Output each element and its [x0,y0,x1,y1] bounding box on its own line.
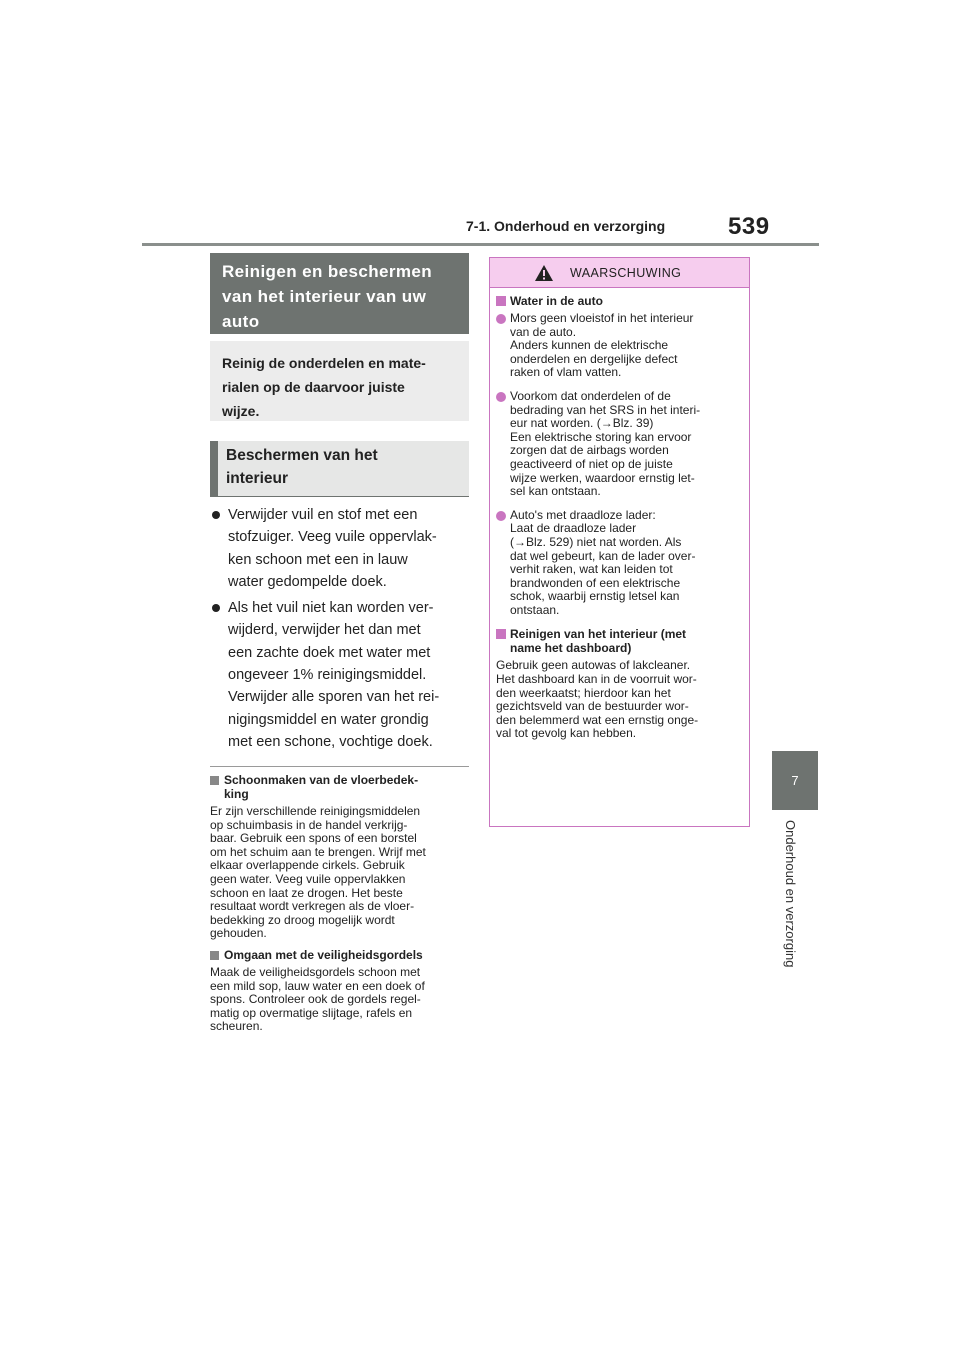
warning-line: Voorkom dat onderdelen of de [510,388,671,403]
warning-line: Anders kunnen de elektrische [510,338,669,353]
note-heading-line: king [224,787,249,801]
note-line: spons. Controleer ook de gordels regel- [210,992,421,1007]
warning-line: den belemmerd wat een ernstig onge- [496,712,699,727]
note-line: Er zijn verschillende reinigingsmiddelen [210,804,421,818]
warning-text [496,659,743,741]
note-line: elkaar overlappende cirkels. Gebruik [210,858,405,873]
warning-line: eur nat worden. (→Blz. 39) [510,416,654,431]
bullet-icon [212,604,220,612]
header-rule [142,243,819,246]
bullet-line: een zachte doek met water met [228,644,431,661]
warning-box [489,257,750,827]
warning-line: geactiveerd of niet op de juiste [510,456,673,471]
divider [210,766,469,767]
warning-line: Auto's met draadloze lader: [510,507,656,522]
warning-body [490,288,749,741]
warning-line: den weerkaatst; hierdoor kan het [496,685,671,700]
warning-line: wijze werken, waardoor ernstig let- [510,470,695,485]
warning-line: verhit raken, wat kan leiden tot [510,562,673,577]
warning-heading-line: Water in de auto [510,294,603,308]
warning-heading-line: name het dashboard) [510,641,632,656]
note-line: gehouden. [210,926,267,941]
note-text [210,805,469,941]
bullet-icon [496,511,506,521]
bullet-icon [496,392,506,402]
warning-item [496,312,743,380]
note-text [210,966,469,1034]
note-heading-line: Schoonmaken van de vloerbedek- [224,773,419,787]
warning-line: (→Blz. 529) niet nat worden. Als [510,534,682,549]
chapter-label: Onderhoud en verzorging [783,820,798,968]
note-line: een mild sop, lauw water en een doek of [210,978,425,993]
warning-line: schok, waarbij ernstig letsel kan [510,589,680,604]
warning-line: brandwonden of een elektrische [510,575,681,590]
list-item [210,597,472,753]
warning-heading [496,627,743,655]
warning-line: Het dashboard kan in de voorruit wor- [496,672,697,687]
warning-line: val tot gevolg kan hebben. [496,726,637,741]
warning-item [496,390,743,499]
note-line: resultaat wordt verkregen als de vloer- [210,899,415,914]
warning-line: bedrading van het SRS in het interi- [510,402,701,417]
square-bullet-icon [496,629,506,639]
note-line: Maak de veiligheidsgordels schoon met [210,964,421,979]
square-bullet-icon [210,776,219,785]
bullet-icon [496,314,506,324]
warning-line: onderdelen en dergelijke defect [510,351,678,366]
warning-line: sel kan ontstaan. [510,484,601,499]
warning-line: Gebruik geen autowas of lakcleaner. [496,658,691,673]
title-line: auto [222,312,260,331]
note-line: bedekking zo droog mogelijk wordt [210,912,395,927]
title-line: van het interieur van uw [222,287,427,306]
note-line: op schuimbasis in de handel verkrijg- [210,817,408,832]
bullet-line: wijderd, verwijder het dan met [228,622,421,639]
note-line: schoon en laat ze drogen. Het beste [210,885,403,900]
page-title [210,253,469,334]
subheading-line: interieur [226,470,289,487]
bullet-list [210,504,472,757]
chapter-tab: 7 [772,751,818,810]
warning-line: gezichtsveld van de bestuurder wor- [496,699,689,714]
bullet-line: ken schoon met een in lauw [228,551,408,568]
note-heading-line: Omgaan met de veiligheidsgordels [224,947,423,962]
warning-line: Mors geen vloeistof in het interieur [510,311,694,325]
note-line: om het schuim aan te brengen. Wrijf met [210,844,426,859]
section-title: 7-1. Onderhoud en verzorging [466,218,666,234]
notes [210,773,469,1041]
warning-line: dat wel gebeurt, kan de lader over- [510,548,696,563]
warning-line: Laat de draadloze lader [510,521,637,536]
intro-line: rialen op de daarvoor juiste [222,379,405,395]
square-bullet-icon [496,296,506,306]
warning-heading-line: Reinigen van het interieur (met [510,627,687,642]
intro-line: wijze. [222,403,260,419]
note-line: matig op overmatige slijtage, rafels en [210,1005,413,1020]
square-bullet-icon [210,951,219,960]
subheading [210,441,469,497]
bullet-line: Verwijder vuil en stof met een [228,507,418,523]
warning-line: Een elektrische storing kan ervoor [510,429,692,444]
warning-heading [496,294,743,308]
bullet-line: stofzuiger. Veeg vuile oppervlak- [228,529,437,546]
warning-item [496,509,743,618]
intro-line: Reinig de onderdelen en mate- [222,355,426,371]
bullet-line: ongeveer 1% reinigingsmiddel. [228,667,427,684]
note-heading [210,948,469,962]
intro-summary [210,341,469,421]
warning-line: raken of vlam vatten. [510,365,622,380]
bullet-line: water gedompelde doek. [228,573,387,590]
subheading-line: Beschermen van het [226,447,378,464]
title-line: Reinigen en beschermen [222,262,433,281]
note-line: geen water. Veeg vuile oppervlakken [210,871,406,886]
warning-line: ontstaan. [510,602,560,617]
page-number: 539 [728,213,770,240]
bullet-icon [212,511,220,519]
warning-triangle-icon [534,264,554,282]
note-line: scheuren. [210,1019,263,1034]
warning-line: zorgen dat de airbags worden [510,443,669,458]
list-item [210,504,472,593]
warning-title: WAARSCHUWING [570,266,682,280]
note-line: baar. Gebruik een spons of een borstel [210,831,417,846]
note-heading [210,773,469,801]
bullet-line: Als het vuil niet kan worden ver- [228,600,434,617]
bullet-line: Verwijder alle sporen van het rei- [228,689,440,706]
bullet-line: nigingsmiddel en water grondig [228,711,429,728]
warning-header [490,258,749,288]
warning-line: van de auto. [510,324,577,339]
bullet-line: met een schone, vochtige doek. [228,733,433,750]
